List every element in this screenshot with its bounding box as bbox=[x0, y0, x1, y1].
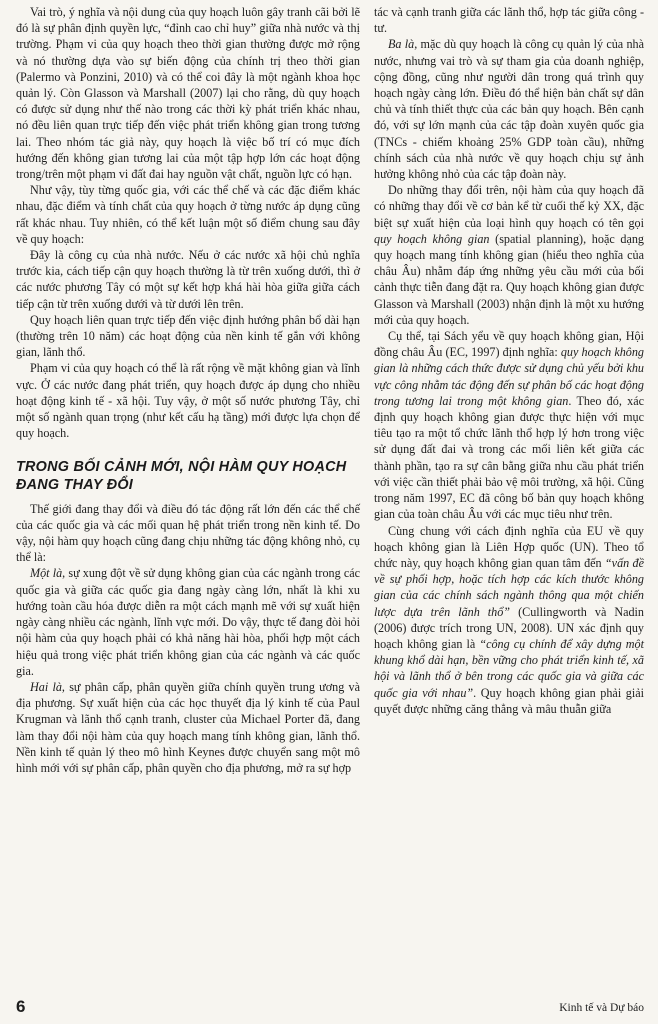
paragraph: Vai trò, ý nghĩa và nội dung của quy hoạch luôn gây tranh cãi bởi lẽ đó là sự phân định quyền lực, “đỉnh cao chỉ huy” giữa nhà nước và thị trường. Phạm vi của quy hoạch theo thời gian thường được mở rộng và nó thường dựa vào sự biến động của chính trị theo thời gian (Palermo và Ponzini, 2010) và có thể coi đây là một ngành khoa học quản lý. Còn Glasson và Marshall (2007) lại cho rằng, dù quy hoạch có được sử dụng như thế nào trong các thời kỳ phát triển khác nhau, nó đều liên quan trực tiếp đến việc phát triển không gian trong tương lai. Theo nhóm tác giả này, quy hoạch là việc bố trí có mục đích hướng đến không gian tương lai của một tập hợp lớn các hoạt động trong/trên một phạm vi đất đai hay nguồn vật chất, nguồn lực có hạn. bbox=[16, 5, 360, 182]
paragraph: Quy hoạch liên quan trực tiếp đến việc định hướng phân bổ dài hạn (thường trên 10 năm) các hoạt động của nền kinh tế gắn với không gian, lãnh thổ. bbox=[16, 312, 360, 360]
paragraph: Thế giới đang thay đổi và điều đó tác động rất lớn đến các thể chế của các quốc gia và các mối quan hệ phát triển trong nền kinh tế. Do vậy, nội hàm quy hoạch cũng đang chịu những tác động không nhỏ, cụ thể là: bbox=[16, 501, 360, 565]
paragraph-text: Do những thay đổi trên, nội hàm của quy hoạch đã có những thay đổi về cơ bản kể từ cuối thế kỷ XX, đặc biệt sự xuất hiện của loại hình quy hoạch có tên gọi bbox=[374, 183, 644, 230]
definition-quote: “vấn đề về sự phối hợp, hoặc tích hợp các kích thước không gian của các chính sách ngành thông qua một chiến lược dựa trên lãnh thổ” bbox=[374, 555, 644, 619]
right-column bbox=[374, 4, 644, 717]
paragraph-text: . Theo đó, xác định quy hoạch không gian được thực hiện với mục tiêu tạo ra một tổ chức lãnh thổ hợp lý hơn trong việc sử dụng đất đai và trong các mối liên kết giữa các thành phần, tạo ra sự cân bằng giữa nhu cầu phát triển với việc cần thiết phải bảo vệ môi trường, xã hội. Cũng trong năm 1997, EC đã công bố bản quy hoạch không gian của toàn châu Âu với các mục tiêu như trên. bbox=[374, 393, 644, 522]
section-heading: TRONG BỐI CẢNH MỚI, NỘI HÀM QUY HOẠCH ĐANG THAY ĐỔI bbox=[16, 459, 347, 494]
paragraph: Đây là công cụ của nhà nước. Nếu ở các nước xã hội chủ nghĩa trước kia, cách tiếp cận quy hoạch thường là từ trên xuống dưới, thì ở các nước phương Tây có một sự kết hợp khá hài hòa giữa giữa cách tiếp cận từ trên xuống dưới và từ dưới lên trên. bbox=[16, 248, 360, 311]
paragraph-text: . Quy hoạch không gian phải giải quyết được những căng thẳng và mâu thuẫn giữa bbox=[374, 685, 644, 716]
left-column bbox=[16, 4, 360, 776]
paragraph-text: Cùng chung với cách định nghĩa của EU về quy hoạch không gian là Liên Hợp quốc (UN). Theo tổ chức này, quy hoạch không gian quan tâm đến bbox=[374, 523, 644, 570]
paragraph bbox=[16, 679, 360, 776]
paragraph-text: , sự xung đột về sử dụng không gian của các ngành trong các quốc gia và giữa các quốc gia đang ngày càng lớn, nhất là khi xu hướng toàn cầu hóa được diễn ra một cách mạnh mẽ với sự xuất hiện ngày càng nhiều các ngành, lĩnh vực mới. Do vậy, thực tế đang đòi hỏi nội hàm của quy hoạch phải có khả năng hài hòa, phối hợp một cách hiệu quả trong việc phát triển không gian của các ngành và các quốc gia. bbox=[16, 566, 360, 678]
paragraph: Phạm vi của quy hoạch có thể là rất rộng về mặt không gian và lĩnh vực. Ở các nước đang phát triển, quy hoạch được áp dụng cho nhiều hoạt động kinh tế - xã hội. Tuy vậy, ở một số nước phương Tây, chỉ một số ngành quan trọng (như kết cấu hạ tầng) mới được lựa chọn để quy hoạch. bbox=[16, 361, 360, 441]
paragraph bbox=[16, 565, 360, 678]
paragraph-text: , mặc dù quy hoạch là công cụ quản lý của nhà nước, nhưng vai trò và sự tham gia của doanh nghiệp, cộng đồng, cũng như người dân trong quá trình quy hoạch ngày càng lớn. Điều đó thể hiện bản chất sự dân chủ và tính thiết thực của các bản quy hoạch. Bên cạnh đó, với sự lớn mạnh của các tập đoàn xuyên quốc gia (TNCs - chiếm khoảng 25% GDP toàn cầu), những chính sách của nhà nước về quy hoạch chịu sự ảnh hưởng không nhỏ của các tập đoàn này. bbox=[374, 37, 644, 182]
paragraph bbox=[374, 36, 644, 182]
paragraph-lead: Ba là bbox=[388, 37, 415, 52]
definition-quote: “công cụ chính để xây dựng một khung khổ dài hạn, bền vững cho phát triển kinh tế, xã hội và lãnh thổ ở bên trong các quốc gia và giữa các quốc gia với nhau” bbox=[374, 636, 644, 700]
paragraph-text: (Cullingworth và Nadin (2006) được trích trong UN, 2008). UN xác định quy hoạch không gian là bbox=[374, 604, 645, 651]
paragraph bbox=[374, 328, 644, 522]
definition-quote: quy hoạch không gian là những cách thức được sử dụng chủ yếu bởi khu vực công nhằm tác động đến sự phân bố các hoạt động trong tương lai trong một không gian bbox=[374, 345, 644, 408]
journal-name: Kinh tế và Dự báo bbox=[559, 1002, 644, 1014]
page-footer bbox=[16, 997, 644, 1019]
page-number: 6 bbox=[16, 997, 26, 1016]
paragraph: Như vậy, tùy từng quốc gia, với các thể chế và các đặc điểm khác nhau, đặc điểm và tính chất của quy hoạch ở từng nước áp dụng cũng rất khác nhau. Tuy nhiên, có thể kết luận một số điểm chung sau đây về quy hoạch: bbox=[16, 183, 360, 246]
paragraph-lead: Một là bbox=[30, 566, 63, 581]
paragraph-text: (spatial planning), hoặc dạng quy hoạch mang tính không gian (hiểu theo nghĩa của châu Âu) nhằm đáp ứng những yêu cầu mới của bối cảnh thực tiễn đang đặt ra. Quy hoạch không gian được Glasson và Marshall (2003) nhận định là một xu hướng mới của quy hoạch. bbox=[374, 231, 644, 327]
paragraph-text: Cụ thể, tại Sách yểu về quy hoạch không gian, Hội đồng châu Âu (EC, 1997) định nghĩa: bbox=[374, 329, 644, 360]
paragraph bbox=[374, 182, 644, 328]
paragraph-text: , sự phân cấp, phân quyền giữa chính quyền trung ương và địa phương. Sự xuất hiện của các học thuyết địa lý kinh tế của Paul Krugman và lãnh thổ cạnh tranh, cluster của Michael Porter đã, đang làm thay đổi nội hàm của quy hoạch mang tính không gian, lãnh thổ. Nền kinh tế quản lý theo mô hình Keynes được chuyển sang một mô hình mới với sự phân cấp, phân quyền cho địa phương, mở ra sự hợp bbox=[16, 679, 360, 775]
paragraph-lead: Hai là bbox=[30, 679, 62, 694]
paragraph: tác và cạnh tranh giữa các lãnh thổ, hợp tác giữa công - tư. bbox=[374, 5, 644, 36]
emphasis-term: quy hoạch không gian bbox=[374, 231, 490, 246]
paragraph bbox=[374, 523, 644, 717]
